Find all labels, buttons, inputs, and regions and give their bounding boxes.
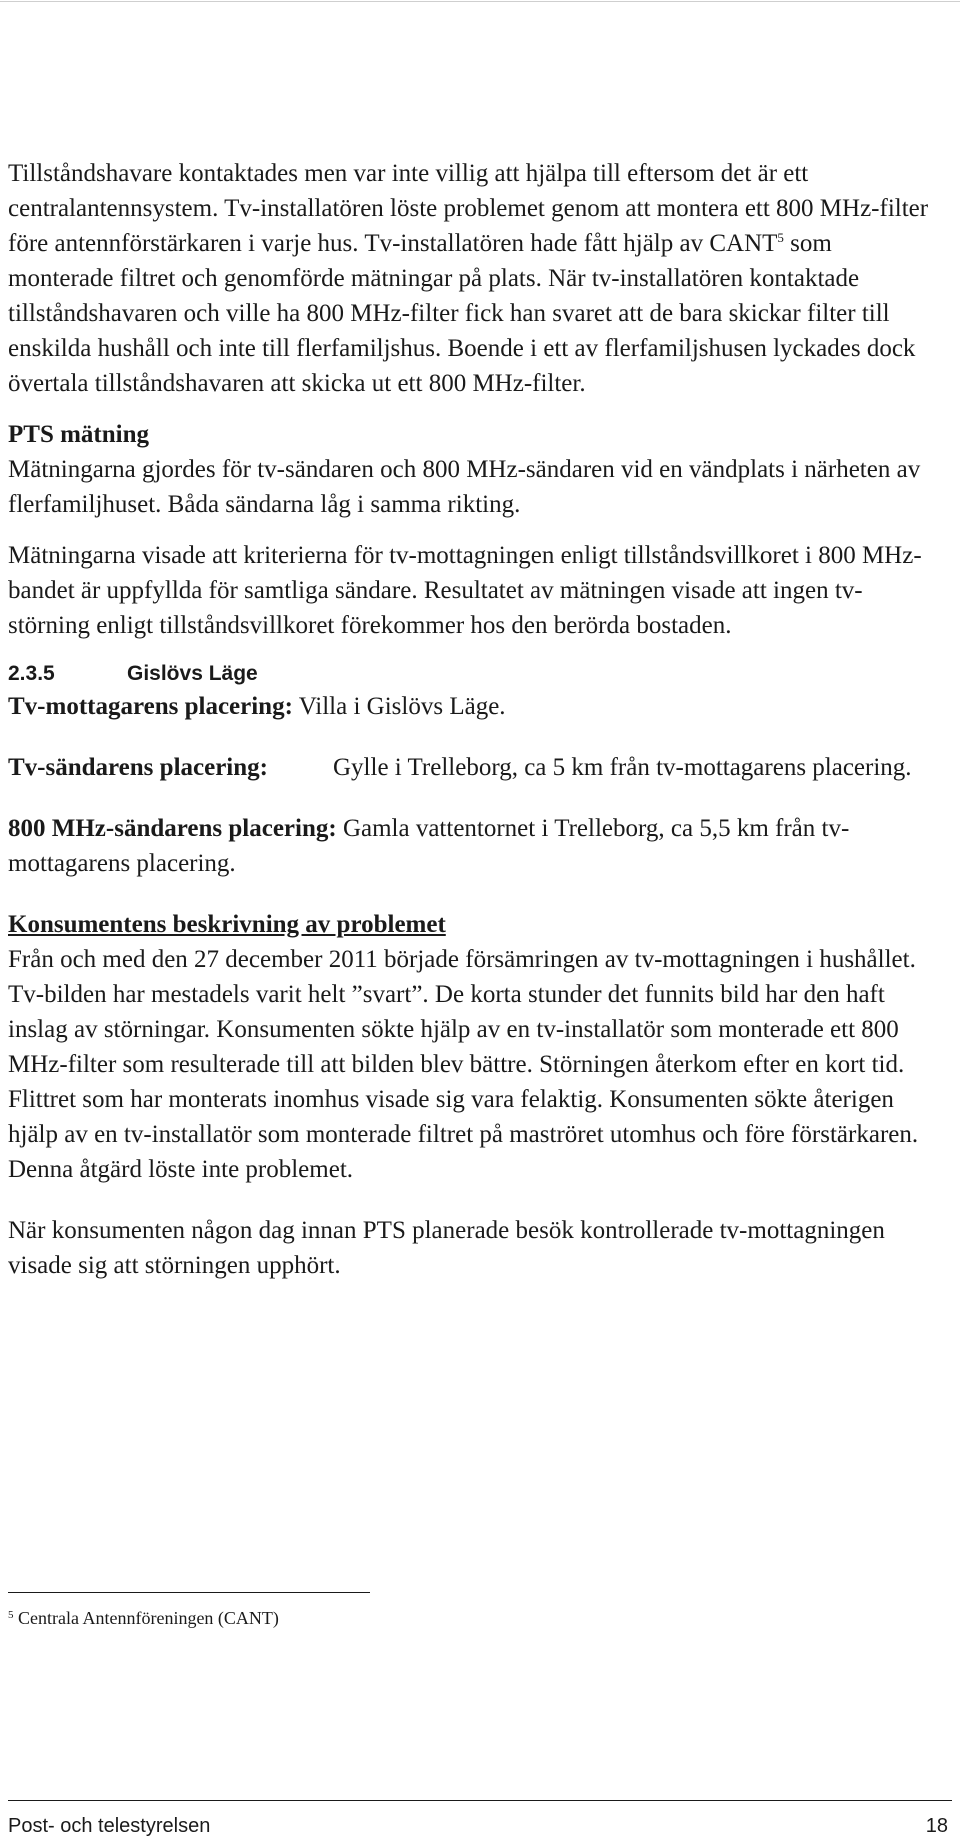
footnote-rule [8, 1592, 370, 1593]
page-footer [8, 1815, 948, 1837]
receiver-label: Tv-mottagarens placering: [8, 693, 293, 720]
intro-text-1: Tillståndshavare kontaktades men var inte villig att hjälpa till eftersom det är ett centralantennsystem. Tv-installatören löste problemet genom att montera ett 800 MHz-filter före antennförstärkaren i varje hus. Tv-installatören hade fått hjälp av CANT [8, 160, 929, 257]
transmitter-value: Gylle i Trelleborg, ca 5 km från tv-mottagarens placering. [333, 754, 912, 781]
section-title: Gislövs Läge [127, 662, 258, 685]
receiver-value: Villa i Gislövs Läge. [298, 693, 506, 720]
page-number: 18 [925, 1815, 948, 1837]
section-number: 2.3.5 [8, 662, 55, 685]
transmitter-label: Tv-sändarens placering: [8, 754, 268, 781]
footer-org: Post- och telestyrelsen [8, 1815, 211, 1837]
mhz-placement [8, 811, 938, 881]
footnote-text: Centrala Antennföreningen (CANT) [18, 1608, 279, 1628]
section-heading [8, 659, 938, 689]
mhz-label: 800 MHz-sändarens placering: [8, 815, 337, 842]
footnote-ref[interactable]: 5 [777, 230, 784, 245]
pts-paragraph-2: Mätningarna visade att kriterierna för tv-mottagningen enligt tillståndsvillkoret i 800 MHz-bandet är uppfyllda för samtliga sändare. Resultatet av mätningen visade att ingen tv-störning enligt tillståndsvillkoret förekommer hos den berörda bostaden. [8, 542, 922, 639]
consumer-paragraph-2: När konsumenten någon dag innan PTS planerade besök kontrollerade tv-mottagningen visade sig att störningen upphört. [8, 1217, 885, 1279]
pts-paragraph-1: Mätningarna gjordes för tv-sändaren och 800 MHz-sändaren vid en vändplats i närheten av flerfamiljhuset. Båda sändarna låg i samma rikting. [8, 456, 921, 518]
receiver-placement [8, 689, 938, 724]
footer-rule [8, 1800, 952, 1801]
top-border [0, 1, 960, 2]
footnote [8, 1606, 279, 1630]
consumer-heading: Konsumentens beskrivning av problemet [8, 911, 446, 938]
mhz-value: Gamla vattentornet i Trelleborg, ca 5,5 km från tv-mottagarens placering. [8, 815, 850, 877]
pts-heading: PTS mätning [8, 421, 150, 448]
transmitter-placement [8, 750, 938, 785]
intro-text-2: som monterade filtret och genomförde mätningar på plats. När tv-installatören kontaktade tillståndshavaren och ville ha 800 MHz-filter fick han svaret att de bara skickar filter till enskilda hushåll och inte till flerfamiljshus. Boende i ett av flerfamiljshusen lyckades dock övertala tillståndshavaren att skicka ut ett 800 MHz-filter. [8, 230, 916, 397]
consumer-paragraph-1: Från och med den 27 december 2011 började försämringen av tv-mottagningen i hushållet. Tv-bilden har mestadels varit helt ”svart”. De korta stunder det funnits bild har den haft inslag av störningar. Konsumenten sökte hjälp av en tv-installatör som monterade ett 800 MHz-filter som resulterade till att bilden blev bättre. Störningen återkom efter en kort tid. Flittret som har monterats inomhus visade sig vara felaktig. Konsumenten sökte återigen hjälp av en tv-installatör som monterade filtret på maströret utomhus och före förstärkaren. Denna åtgärd löste inte problemet. [8, 946, 919, 1183]
document-body [8, 156, 938, 1283]
intro-paragraph [8, 156, 938, 401]
footnote-number: 5 [8, 1609, 14, 1621]
